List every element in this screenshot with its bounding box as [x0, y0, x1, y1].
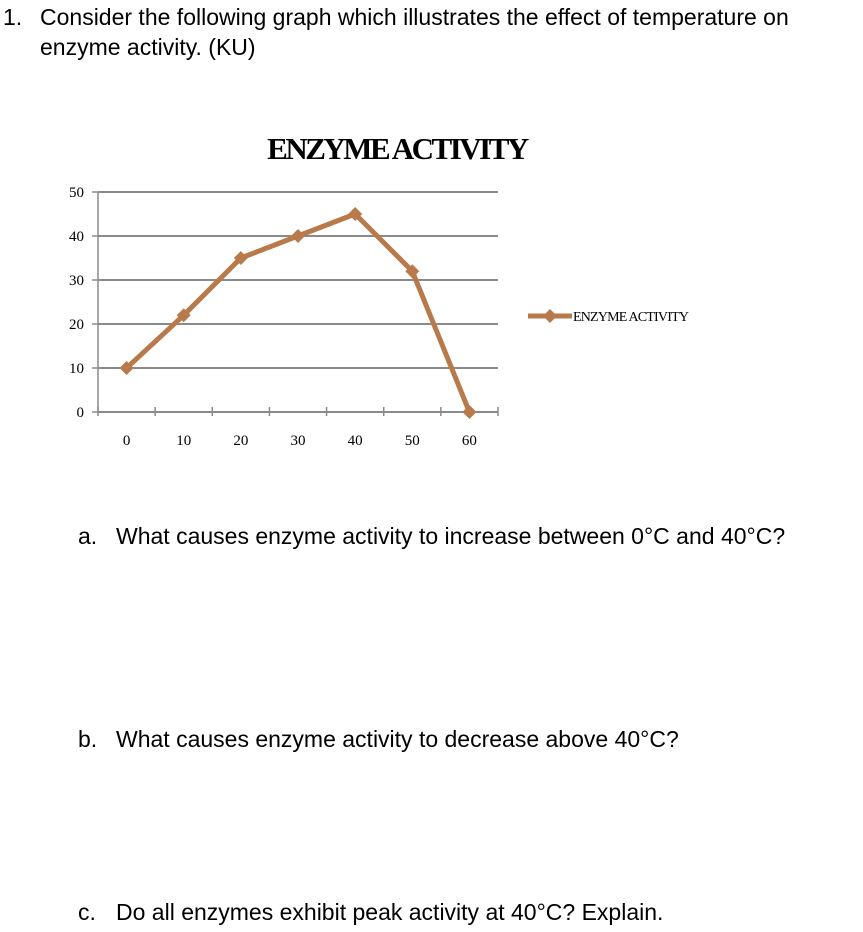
x-tick-label: 30 — [290, 433, 306, 449]
x-tick-label: 60 — [461, 433, 477, 449]
question-text-line1: Consider the following graph which illustrates the effect of temperature on — [40, 4, 789, 30]
legend-label: ENZYME ACTIVITY — [573, 310, 689, 325]
chart-svg — [0, 120, 863, 460]
question-text-line2: enzyme activity. (KU) — [40, 34, 256, 60]
question-1 — [3, 2, 861, 62]
y-tick-label: 30 — [69, 273, 84, 289]
sub-question-text: What causes enzyme activity to decrease above 40°C? — [116, 726, 679, 752]
sub-question-c — [78, 897, 663, 927]
y-tick-label: 20 — [69, 317, 84, 333]
sub-question-letter: a. — [78, 523, 98, 549]
question-number: 1. — [3, 4, 23, 30]
x-tick-label: 0 — [122, 433, 131, 449]
chart-title: ENZYME ACTIVITY — [267, 131, 527, 166]
data-point-marker — [462, 405, 476, 419]
sub-question-letter: c. — [78, 899, 96, 925]
sub-question-text: Do all enzymes exhibit peak activity at 40°C? Explain. — [116, 899, 664, 925]
x-tick-label: 50 — [404, 433, 420, 449]
legend-marker — [543, 309, 557, 323]
sub-question-a — [78, 521, 785, 551]
x-tick-label: 40 — [347, 433, 363, 449]
y-tick-label: 50 — [69, 185, 84, 201]
enzyme-activity-chart — [0, 120, 863, 460]
y-tick-label: 0 — [76, 405, 84, 421]
sub-question-text: What causes enzyme activity to increase between 0°C and 40°C? — [116, 523, 786, 549]
y-tick-label: 10 — [69, 361, 84, 377]
y-tick-label: 40 — [69, 229, 84, 245]
series-line — [127, 214, 470, 412]
x-tick-label: 20 — [233, 433, 249, 449]
x-tick-label: 10 — [176, 433, 192, 449]
sub-question-letter: b. — [78, 726, 98, 752]
sub-question-b — [78, 724, 679, 754]
data-point-marker — [291, 229, 305, 243]
